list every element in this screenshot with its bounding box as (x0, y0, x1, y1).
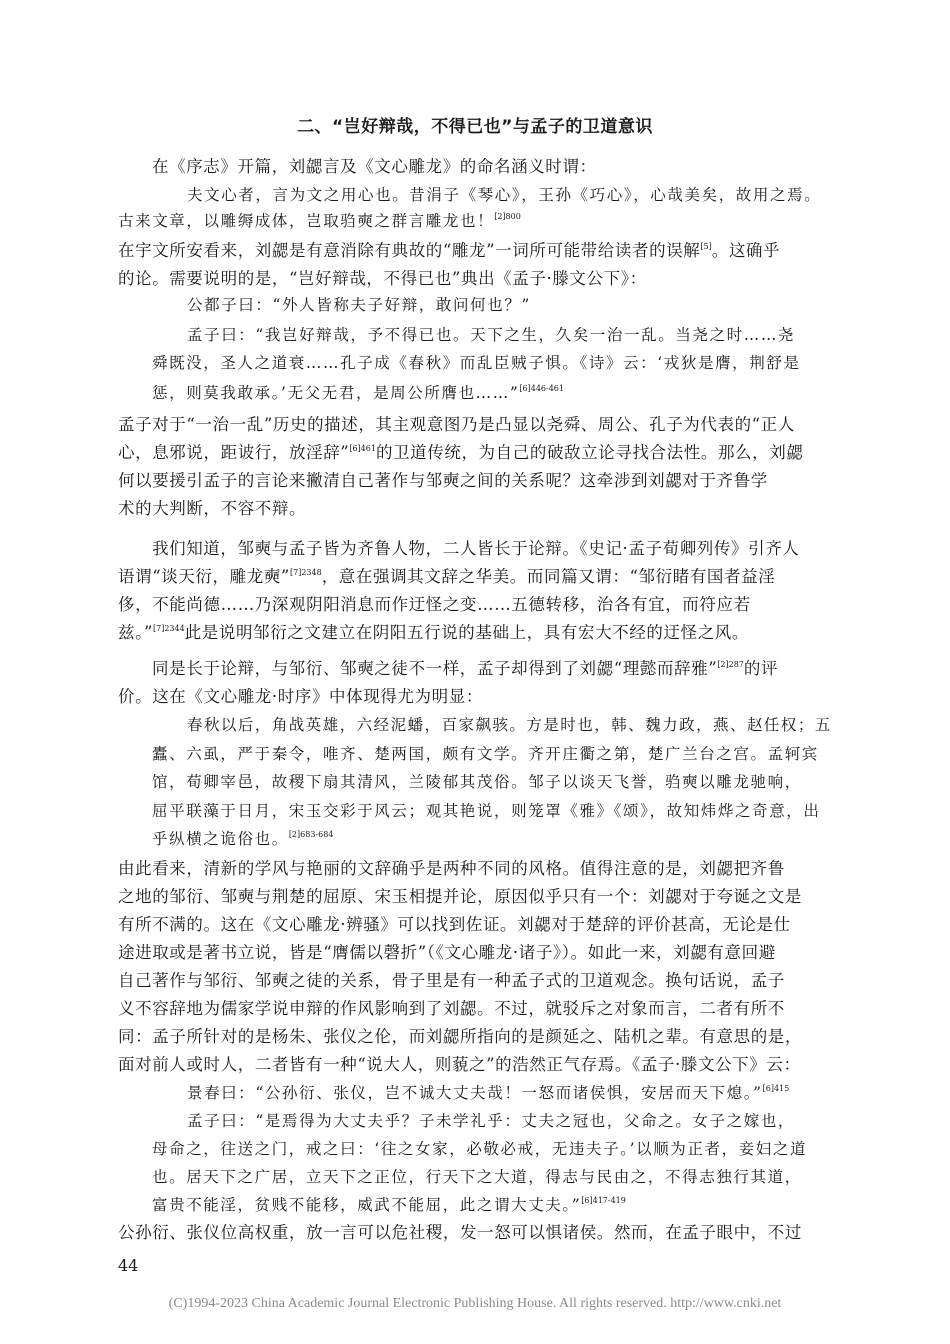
quote-line (152, 828, 333, 850)
line-text-tail: 的卫道传统，为自己的破敌立论寻找合法性。那么，刘勰 (375, 443, 804, 462)
quote-line (152, 771, 802, 793)
line-text: 也。居天下之广居，立天下之正位，行天下之大道，得志与民由之，不得志独行其道， (152, 1168, 802, 1186)
citation-marker: [2]683-684 (288, 830, 334, 839)
line-text-tail: 的评 (743, 659, 779, 678)
line-text-tail: ，意在强调其文辞之华美。而同篇又谓：“邹衍睹有国者益淫 (321, 567, 776, 586)
citation-marker: [7]2348 (289, 568, 322, 577)
citation-marker: [6]446-461 (519, 384, 564, 393)
line-text: 孟子曰：“我岂好辩哉，予不得已也。天下之生，久矣一治一乱。当尧之时……尧 (187, 326, 796, 344)
citation-marker: [2]800 (494, 212, 521, 221)
line-text-tail: 此是说明邹衍之文建立在阴阳五行说的基础上，具有宏大不经的迂怪之风。 (184, 623, 750, 642)
citation-marker: [5] (700, 242, 712, 251)
quote-line (152, 800, 821, 822)
body-line (118, 1054, 801, 1076)
line-text: 途进取或是著书立说，皆是“膺儒以磬折”（《文心雕龙·诸子》）。如此一来，刘勰有意回避 (118, 943, 776, 962)
citation-marker: [2]287 (717, 660, 744, 669)
line-text: 我们知道，邹奭与孟子皆为齐鲁人物，二人皆长于论辩。《史记·孟子荀卿列传》引齐人 (152, 539, 800, 558)
line-text: 蠹、六虱，严于秦令，唯齐、楚两国，颇有文学。齐开庄衢之第，楚广兰台之宫。孟轲宾 (152, 745, 819, 763)
body-line (118, 268, 647, 290)
line-text: 馆，荀卿宰邑，故稷下扇其清风，兰陵郁其茂俗。邹子以谈天飞誉，驺奭以雕龙驰响， (152, 773, 802, 791)
quote-line (187, 1082, 789, 1104)
line-text: 公孙衍、张仪位高权重，放一言可以危社稷，发一怒可以惧诸侯。然而，在孟子眼中，不过 (118, 1223, 802, 1242)
line-text: 语谓“谈天衍，雕龙奭” (118, 567, 290, 586)
line-text: 乎纵横之诡俗也。 (152, 830, 289, 848)
page-number: 44 (118, 1256, 139, 1275)
body-line (118, 566, 775, 588)
line-text: 义不容辞地为儒家学说申辩的作风影响到了刘勰。不过，就驳斥之对象而言，二者有所不 (118, 999, 785, 1018)
quote-line (187, 714, 832, 736)
body-line (118, 622, 749, 644)
line-text: 春秋以后，角战英雄，六经泥蟠，百家飙骇。方是时也，韩、魏力政，燕、赵任权；五 (187, 716, 832, 734)
line-text: 同：孟子所针对的是杨朱、张仪之伦，而刘勰所指向的是颜延之、陆机之辈。有意思的是， (118, 1027, 802, 1046)
body-line (118, 594, 751, 616)
copyright-footer: (C)1994-2023 China Academic Journal Electronic Publishing House. All rights reserved. http://www.cnki.net (168, 1296, 782, 1311)
line-text: 价。这在《文心雕龙·时序》中体现得尤为明显： (118, 687, 483, 706)
quote-line (152, 743, 819, 765)
line-text: 孟子曰：“是焉得为大丈夫乎？子未学礼乎：丈夫之冠也，父命之。女子之嫁也， (187, 1112, 796, 1130)
quote-line (187, 184, 821, 206)
body-line (118, 1026, 802, 1048)
citation-marker: [7]2344 (153, 624, 185, 633)
quote-line (152, 1138, 807, 1160)
citation-marker: [6]417-419 (581, 1196, 626, 1205)
section-title: 二、“岂好辩哉，不得已也”与孟子的卫道意识 (297, 117, 653, 137)
line-text: 之地的邹衍、邹奭与荆楚的屈原、宋玉相提并论，原因似乎只有一个：刘勰对于夸诞之文是 (118, 887, 802, 906)
body-line (152, 658, 778, 680)
line-text: 的论。需要说明的是，“岂好辩哉，不得已也”典出《孟子·滕文公下》： (118, 269, 647, 288)
line-text: 侈，不能尚德……乃深观阴阳消息而作迂怪之变……五德转移，治各有宜，而符应若 (118, 595, 751, 614)
body-line (118, 686, 483, 708)
body-line (118, 442, 803, 464)
line-text-tail: 。这确乎 (711, 241, 781, 260)
body-line (118, 240, 780, 262)
line-text: 屈平联藻于日月，宋玉交彩于风云；观其艳说，则笼罩《雅》《颂》，故知炜烨之奇意，出 (152, 802, 821, 820)
line-text: 术的大判断，不容不辩。 (118, 499, 307, 518)
body-line (118, 914, 791, 936)
line-text: 富贵不能淫，贫贱不能移，威武不能屈，此之谓大丈夫。” (152, 1196, 582, 1214)
citation-marker: [6]415 (762, 1084, 790, 1093)
body-line (118, 998, 785, 1020)
line-text: 惩，则莫我敢承。’无父无君，是周公所膺也……” (152, 384, 520, 402)
line-text: 公都子曰：“外人皆称夫子好辩，敢问何也？” (187, 296, 531, 314)
line-text: 自己著作与邹衍、邹奭之徒的关系，骨子里是有一种孟子式的卫道观念。换句话说，孟子 (118, 971, 785, 990)
body-line (118, 942, 776, 964)
quote-line (187, 324, 795, 346)
quote-line (152, 352, 801, 374)
line-text: 孟子对于“一治一乱”历史的描述，其主观意图乃是凸显以尧舜、周公、孔子为代表的“正人 (118, 415, 795, 434)
body-line (118, 1222, 802, 1244)
line-text: 舜既没，圣人之道衰……孔子成《春秋》而乱臣贼子惧。《诗》云：‘戎狄是膺，荆舒是 (152, 354, 801, 372)
citation-marker: [6]461 (349, 444, 376, 453)
line-text: 心，息邪说，距诐行，放淫辞” (118, 443, 350, 462)
quote-line (187, 1110, 795, 1132)
body-line (118, 886, 802, 908)
line-text: 母命之，往送之门，戒之曰：‘往之女家，必敬必戒，无违夫子。’以顺为正者，妾妇之道 (152, 1140, 808, 1158)
body-line (152, 538, 799, 560)
line-text: 在宇文所安看来，刘勰是有意消除有典故的“雕龙”一词所可能带给读者的误解 (118, 241, 701, 260)
body-line (152, 156, 597, 178)
body-line (118, 858, 785, 880)
quote-line (118, 210, 521, 232)
body-line (118, 470, 768, 492)
body-line (118, 414, 795, 436)
body-line (118, 498, 306, 520)
line-text: 夫文心者，言为文之用心也。昔涓子《琴心》，王孙《巧心》，心哉美矣，故用之焉。 (187, 186, 822, 204)
quote-line (152, 1194, 626, 1216)
line-text: 古来文章，以雕缛成体，岂取驺奭之群言雕龙也！ (118, 212, 495, 230)
line-text: 有所不满的。这在《文心雕龙·辨骚》可以找到佐证。刘勰对于楚辞的评价甚高，无论是仕 (118, 915, 791, 934)
line-text: 面对前人或时人，二者皆有一种“说大人，则藐之”的浩然正气存焉。《孟子·滕文公下》云： (118, 1055, 801, 1074)
line-text: 景春曰：“公孙衍、张仪，岂不诚大丈夫哉！一怒而诸侯惧，安居而天下熄。” (187, 1084, 763, 1102)
line-text: 兹。” (118, 623, 153, 642)
line-text: 在《序志》开篇，刘勰言及《文心雕龙》的命名涵义时谓： (152, 157, 597, 176)
quote-line (152, 1166, 802, 1188)
line-text: 由此看来，清新的学风与艳丽的文辞确乎是两种不同的风格。值得注意的是，刘勰把齐鲁 (118, 859, 785, 878)
line-text: 何以要援引孟子的言论来撇清自己著作与邹奭之间的关系呢？这牵涉到刘勰对于齐鲁学 (118, 471, 768, 490)
quote-line (152, 382, 564, 404)
body-line (118, 970, 785, 992)
quote-line (187, 294, 531, 316)
line-text: 同是长于论辩，与邹衍、邹奭之徒不一样，孟子却得到了刘勰“理懿而辞雅” (152, 659, 718, 678)
